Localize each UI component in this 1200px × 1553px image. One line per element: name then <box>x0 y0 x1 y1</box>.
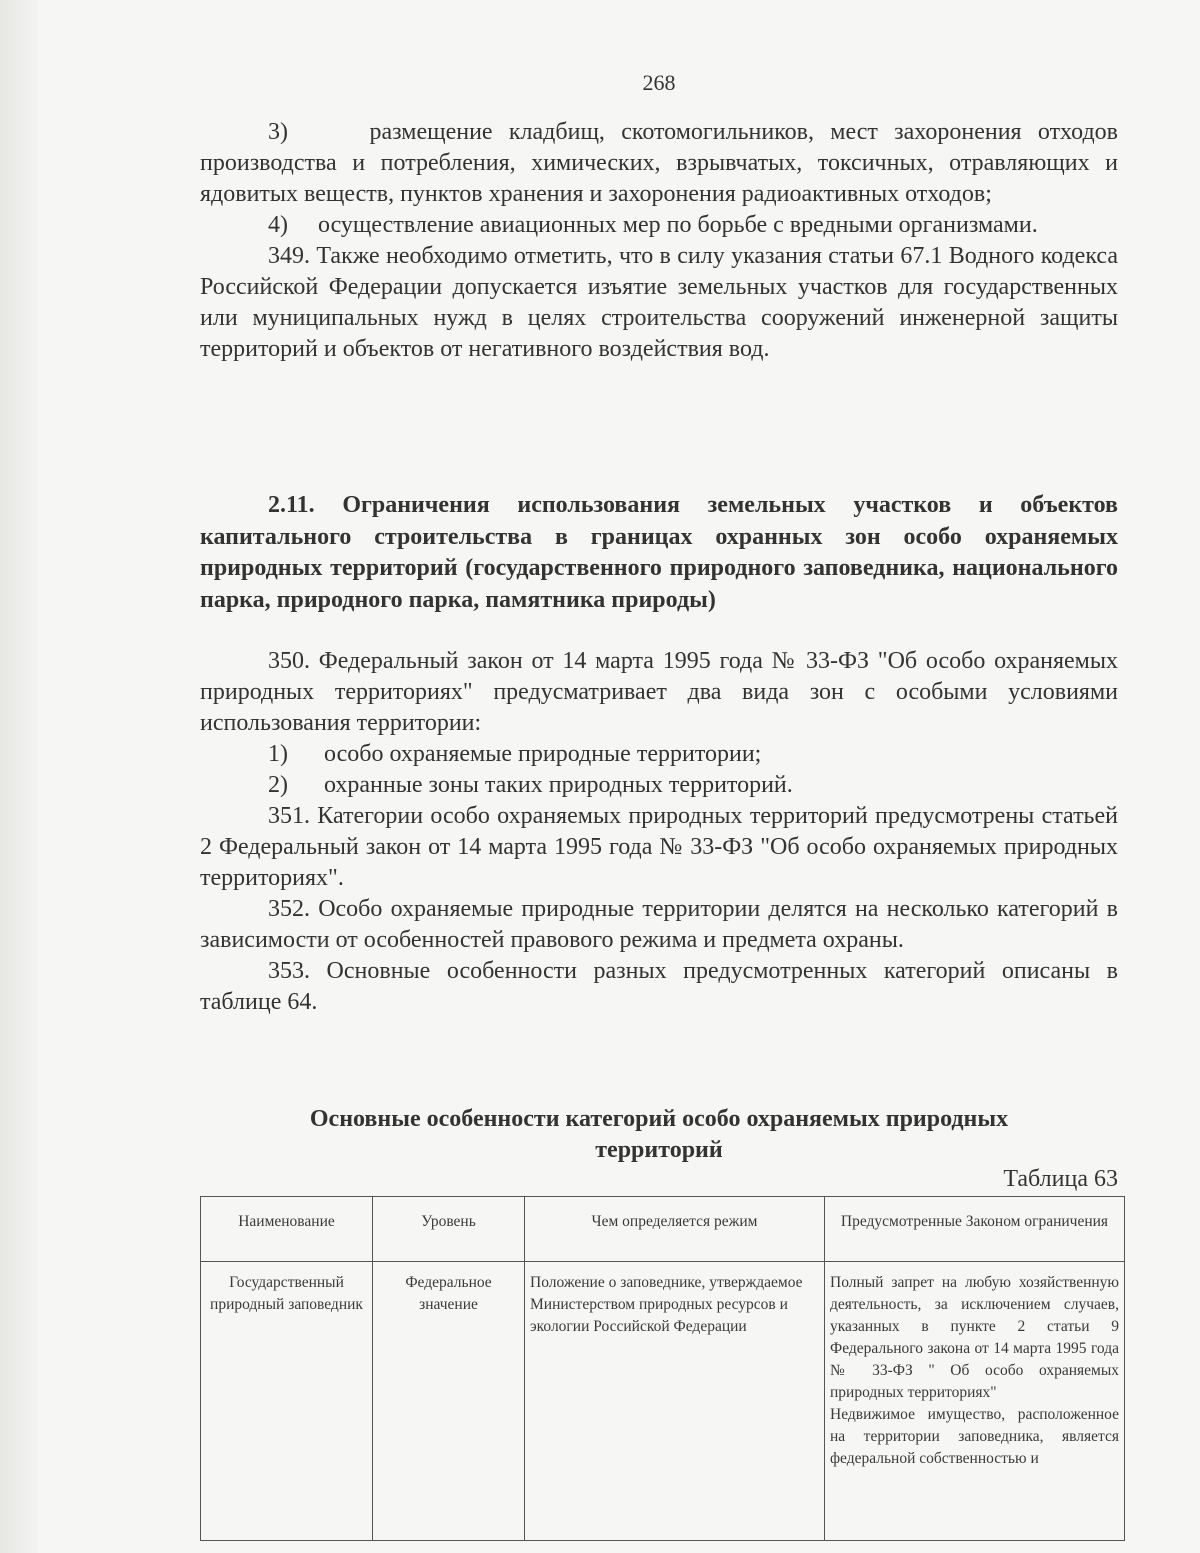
paragraph-353: 353. Основные особенности разных предусмотренных категорий описаны в таблице 64. <box>200 958 1118 1015</box>
section-heading: 2.11. Ограничения использования земельных участков и объектов капитального строительства в границах охранных зон особо охраняемых природных территорий (государственного природного заповедника, национального парка, природного парка, памятника природы) <box>200 492 1118 613</box>
table-caption-line1: Основные особенности категорий особо охраняемых природных <box>309 1106 1009 1132</box>
restrictions-part-1: Полный запрет на любую хозяйственную деятельность, за исключением случаев, указанных в пункте 2 статьи 9 Федерального закона от 14 марта 1995 года № 33-ФЗ " Об особо охраняемых природных территориях" <box>830 1274 1119 1401</box>
categories-table <box>200 1196 1125 1541</box>
list-item-1: 1) особо охраняемые природные территории; <box>268 741 762 767</box>
scan-shadow <box>0 0 38 1553</box>
list-item-2: 2) охранные зоны таких природных территорий. <box>268 772 793 798</box>
header-regime: Чем определяется режим <box>525 1197 825 1262</box>
table-caption <box>200 1104 1118 1166</box>
table-header-row <box>201 1197 1125 1262</box>
table-row <box>201 1262 1125 1541</box>
cell-restrictions <box>825 1262 1125 1541</box>
paragraph-350: 350. Федеральный закон от 14 марта 1995 года № 33-ФЗ "Об особо охраняемых природных территориях" предусматривает два вида зон с особыми условиями использования территории: <box>200 648 1118 736</box>
cell-regime: Положение о заповеднике, утверждаемое Министерством природных ресурсов и экологии Российской Федерации <box>525 1262 825 1541</box>
cell-level: Федеральное значение <box>373 1262 525 1541</box>
header-level: Уровень <box>373 1197 525 1262</box>
section-heading-block <box>200 490 1118 616</box>
list-item-4: 4) осуществление авиационных мер по борьбе с вредными организмами. <box>268 212 1038 238</box>
table-caption-line2: территорий <box>595 1137 723 1163</box>
top-paragraphs <box>200 117 1118 365</box>
paragraph-351: 351. Категории особо охраняемых природных территорий предусмотрены статьей 2 Федеральный закон от 14 марта 1995 года № 33-ФЗ "Об особо охраняемых природных территориях". <box>200 803 1118 891</box>
header-name: Наименование <box>201 1197 373 1262</box>
list-item-3: 3) размещение кладбищ, скотомогильников, мест захоронения отходов производства и потребления, химических, взрывчатых, токсичных, отравляющих и ядовитых веществ, пунктов хранения и захоронения радиоактивных отходов; <box>200 119 1118 207</box>
paragraph-352: 352. Особо охраняемые природные территории делятся на несколько категорий в зависимости от особенностей правового режима и предмета охраны. <box>200 896 1118 953</box>
header-restrictions: Предусмотренные Законом ограничения <box>825 1197 1125 1262</box>
page-number: 268 <box>642 70 676 95</box>
section-paragraphs <box>200 646 1118 1018</box>
restrictions-part-2: Недвижимое имущество, расположенное на территории заповедника, является федеральной собственностью и <box>830 1406 1119 1467</box>
cell-name: Государственный природный заповедник <box>201 1262 373 1541</box>
paragraph-349: 349. Также необходимо отметить, что в силу указания статьи 67.1 Водного кодекса Российской Федерации допускается изъятие земельных участков для государственных или муниципальных нужд в целях строительства сооружений инженерной защиты территорий и объектов от негативного воздействия вод. <box>200 243 1118 362</box>
table-label: Таблица 63 <box>1003 1166 1118 1192</box>
